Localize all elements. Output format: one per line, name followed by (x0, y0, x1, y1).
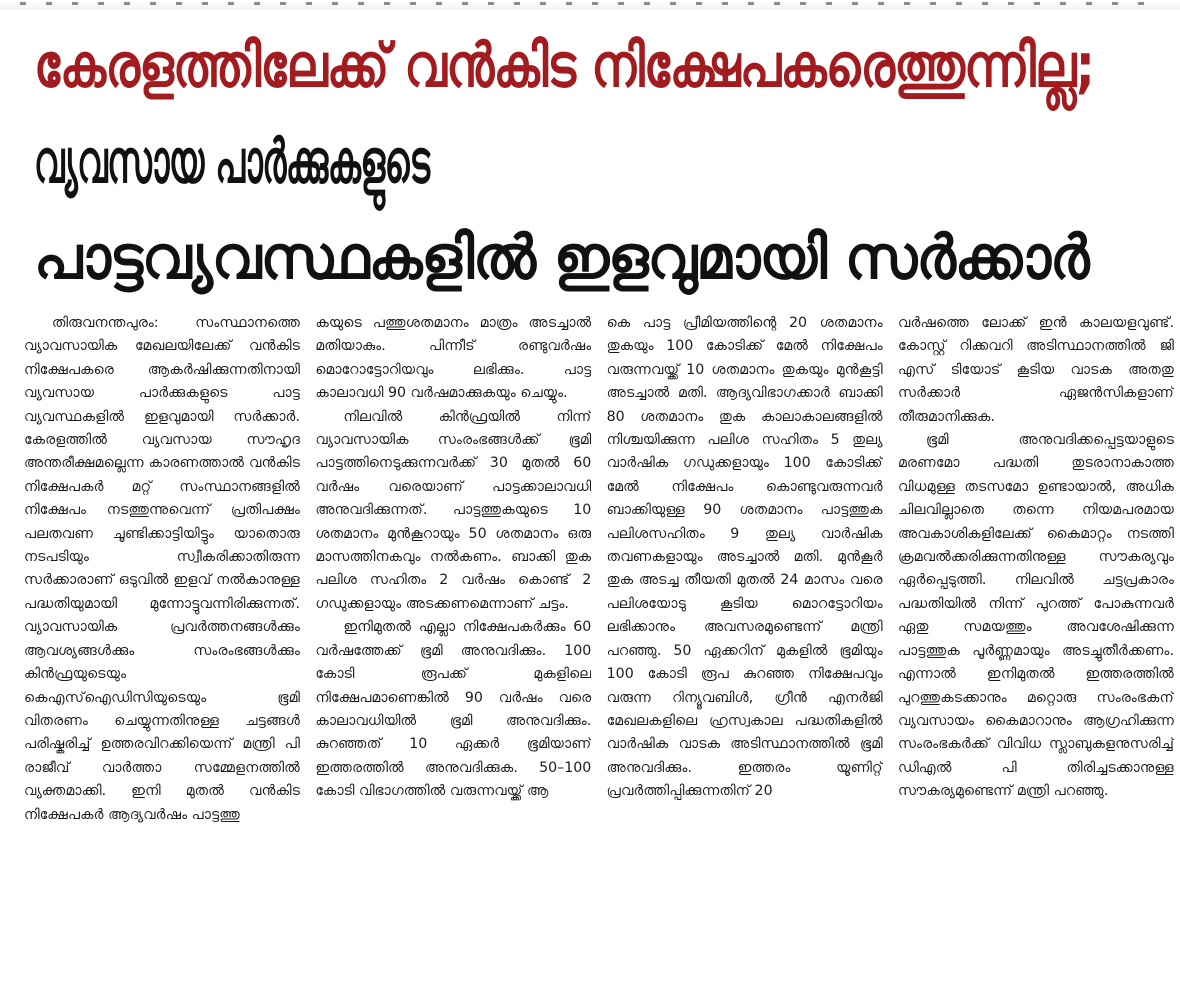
paragraph: ഭൂമി അനുവദിക്കപ്പെട്ടയാളുടെ മരണമോ പദ്ധതി തുടരാനാകാത്ത വിധമുള്ള തടസമോ ഉണ്ടായാൽ, അധിക ചിലവില്ലാതെ തന്നെ നിയമപരമായ അവകാശികളിലേക്ക് കൈമാറ്റം നടത്തി ക്രമവൽക്കരിക്കുന്നതിനുള്ള സൗകര്യവും ഏർപ്പെടുത്തി. നിലവിൽ ചട്ടപ്രകാരം പദ്ധതിയിൽ നിന്ന് പുറത്ത് പോകുന്നവർ ഏതു സമയത്തും അവശേഷിക്കുന്ന പാട്ടത്തുക പൂർണ്ണമായും അടച്ചുതീർക്കണം. എന്നാൽ ഇനിമുതൽ ഇത്തരത്തിൽ പുറത്തുകടക്കാനും മറ്റൊരു സംരംഭകന് വ്യവസായം കൈമാറാനും ആഗ്രഹിക്കുന്ന സംരംഭകർക്ക് വിവിധ സ്ലാബുകളനുസരിച്ച് ഡിഎൽ പി തിരിച്ചടക്കാനുള്ള സൗകര്യമുണ്ടെന്ന് മന്ത്രി പറഞ്ഞു. (897, 432, 1174, 800)
paragraph: കെ പാട്ട പ്രീമിയത്തിന്റെ 20 ശതമാനം തുകയും 100 കോടിക്ക് മേൽ നിക്ഷേപം വരുന്നവയ്ക്ക് 10 ശതമാനം തുകയും മുൻകൂട്ടി അടച്ചാൽ മതി. ആദ്യവിഭാഗക്കാർ ബാക്കി 80 ശതമാനം തുക കാലാകാലങ്ങളിൽ നിശ്ചയിക്കുന്ന പലിശ സഹിതം 5 തുല്യ വാർഷിക ഗഡുക്കളായും 100 കോടിക്ക് മേൽ നിക്ഷേപം കൊണ്ടുവരുന്നവർ ബാക്കിയുള്ള 90 ശതമാനം പാട്ടത്തുക പലിശസഹിതം 9 തുല്യ വാർഷിക തവണകളായും അടച്ചാൽ മതി. മുൻകൂർ തുക അടച്ച തീയതി മുതൽ 24 മാസം വരെ പലിശയോടു കൂടിയ മൊറട്ടോറിയം ലഭിക്കാനും അവസരമുണ്ടെന്ന് മന്ത്രി പറഞ്ഞു. 50 ഏക്കറിന് മുകളിൽ ഭൂമിയും 100 കോടി രൂപ കുറഞ്ഞ നിക്ഷേപവും വരുന്ന റിന്യൂവബിൾ, ഗ്രീൻ എനർജി മേഖലകളിലെ ഹ്രസ്വകാല പദ്ധതികളിൽ വാർഷിക വാടക അടിസ്ഥാനത്തിൽ ഭൂമി അനുവദിക്കും. ഇത്തരം യൂണിറ്റ് പ്രവർത്തിപ്പിക്കുന്നതിന് 20 (606, 315, 883, 800)
article-column-1 (24, 312, 300, 980)
paragraph: നിലവിൽ കിൻഫ്രയിൽ നിന്ന് വ്യാവസായിക സംരംഭങ്ങൾക്ക് ഭൂമി പാട്ടത്തിനെടുക്കുന്നവർക്ക് 30 മുതൽ 60 വർഷം വരെയാണ് പാട്ടക്കാലാവധി അനുവദിക്കുന്നത്. പാട്ടത്തുകയുടെ 10 ശതമാനം മുൻകൂറായും 50 ശതമാനം ഒരു മാസത്തിനകവും നൽകണം. ബാക്കി തുക പലിശ സഹിതം 2 വർഷം കൊണ്ട് 2 ഗഡുക്കളായും അടക്കണമെന്നാണ് ചട്ടം. (315, 408, 592, 612)
headline-line-2: വ്യവസായ പാർക്കുകളുടെ (34, 127, 430, 197)
paragraph: വർഷത്തെ ലോക്ക് ഇൻ കാലയളവുണ്ട്. കോസ്റ്റ് റിക്കവറി അടിസ്ഥാനത്തിൽ ജി എസ് ടിയോട് കൂടിയ വാടക അതതു സർക്കാർ ഏജൻസികളാണ് തീരുമാനിക്കുക. (897, 315, 1174, 425)
headline (34, 18, 1154, 306)
article-column-2 (315, 312, 591, 980)
paragraph: ഇനിമുതൽ എല്ലാ നിക്ഷേപകർക്കും 60 വർഷത്തേക്ക് ഭൂമി അനുവദിക്കും. 100 കോടി രൂപക്ക് മുകളിലെ നിക്ഷേപമാണെങ്കിൽ 90 വർഷം വരെ കാലാവധിയിൽ ഭൂമി അനുവദിക്കും. കുറഞ്ഞത് 10 ഏക്കർ ഭൂമിയാണ് ഇത്തരത്തിൽ അനുവദിക്കുക. 50–100 കോടി വിഭാഗത്തിൽ വരുന്നവയ്ക്ക് ആ (315, 619, 592, 800)
paragraph: കയുടെ പത്തുശതമാനം മാത്രം അടച്ചാൽ മതിയാകും. പിന്നീട് രണ്ടുവർഷം മൊറോട്ടോറിയവും ലഭിക്കും. പാട്ട കാലാവധി 90 വർഷമാക്കുകയും ചെയ്യും. (315, 315, 592, 402)
cut-off-text-strip (0, 0, 1180, 10)
headline-line-3: പാട്ടവ്യവസ്ഥകളിൽ ഇളവുമായി സർക്കാർ (34, 223, 1089, 293)
article-column-4 (898, 312, 1174, 980)
paragraph: തിരുവനന്തപുരം: സംസ്ഥാനത്തെ വ്യാവസായിക മേഖലയിലേക്ക് വൻകിട നിക്ഷേപകരെ ആകർഷിക്കുന്നതിനായി വ്യവസായ പാർക്കുകളുടെ പാട്ട വ്യവസ്ഥകളിൽ ഇളവുമായി സർക്കാർ. കേരളത്തിൽ വ്യവസായ സൗഹൃദ അന്തരീക്ഷമല്ലെന്ന കാരണത്താൽ വൻകിട നിക്ഷേപകർ മറ്റ് സംസ്ഥാനങ്ങളിൽ നിക്ഷേപം നടത്തുന്നുവെന്ന് പ്രതിപക്ഷം പലതവണ ചൂണ്ടിക്കാട്ടിയിട്ടും യാതൊരു നടപടിയും സ്വീകരിക്കാതിരുന്ന സർക്കാരാണ് ഒടുവിൽ ഇളവ് നൽകാനുള്ള പദ്ധതിയുമായി മുന്നോട്ടുവന്നിരിക്കുന്നത്. വ്യാവസായിക പ്രവർത്തനങ്ങൾക്കും ആവശ്യങ്ങൾക്കും സംരംഭങ്ങൾക്കും കിൻഫ്രയുടെയും കെഎസ്ഐഡിസിയുടെയും ഭൂമി വിതരണം ചെയ്യുന്നതിനുള്ള ചട്ടങ്ങൾ പരിഷ്കരിച്ച് ഉത്തരവിറക്കിയെന്ന് മന്ത്രി പി രാജീവ് വാർത്താ സമ്മേളനത്തിൽ വ്യക്തമാക്കി. ഇനി മുതൽ വൻകിട നിക്ഷേപകർ ആദ്യവർഷം പാട്ടത്തു (24, 315, 300, 823)
headline-line-1: കേരളത്തിലേക്ക് വൻകിട നിക്ഷേപകരെത്തുന്നില്ല; (34, 31, 1095, 101)
article-body (24, 312, 1174, 980)
article-column-3 (607, 312, 883, 980)
